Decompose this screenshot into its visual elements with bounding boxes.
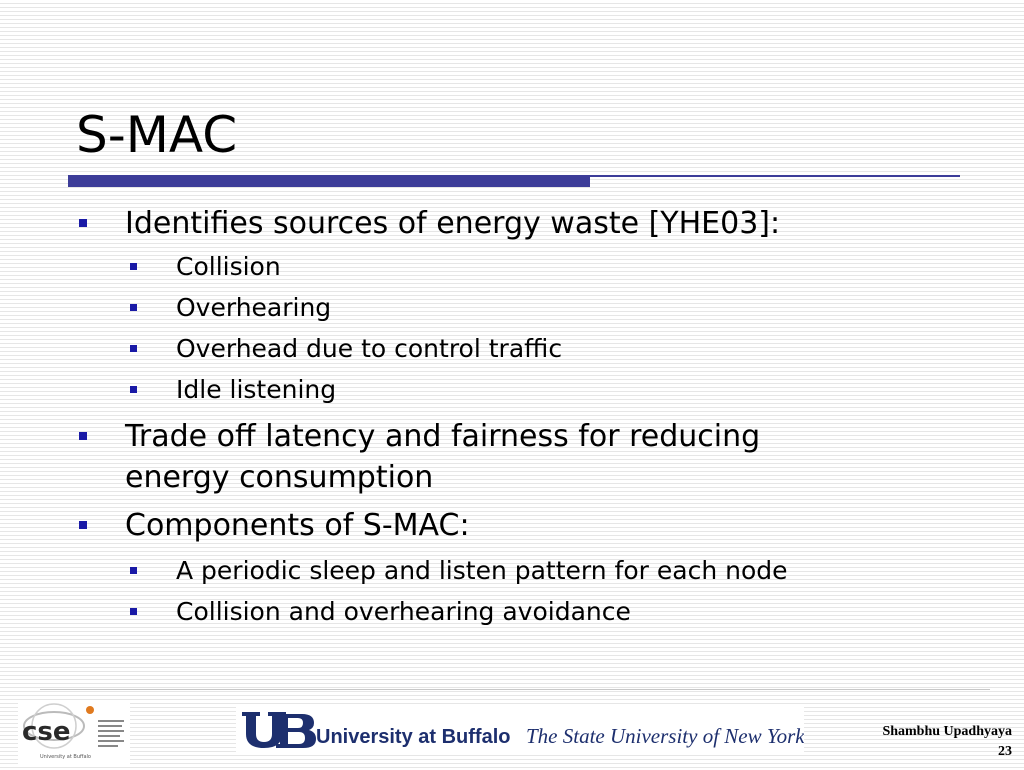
sub-bullet-item: Collision xyxy=(176,252,281,281)
slide-title: S-MAC xyxy=(76,106,238,164)
cse-logo-text: cse xyxy=(22,717,71,747)
sub-bullet-item: Overhearing xyxy=(176,293,332,322)
author-name: Shambhu Upadhyaya xyxy=(882,724,1012,739)
sub-bullet-marker xyxy=(130,304,137,311)
cse-logo-caption: University at Buffalo xyxy=(40,754,91,760)
sub-bullet-item: A periodic sleep and listen pattern for each node xyxy=(176,556,788,585)
sub-bullet-marker xyxy=(130,263,137,270)
sub-bullet-item: Overhead due to control traffic xyxy=(176,334,563,363)
ub-name: University at Buffalo xyxy=(316,726,511,748)
page-number: 23 xyxy=(998,744,1012,759)
bullet-item: Components of S-MAC: xyxy=(125,508,470,543)
cse-logo-graphic xyxy=(18,700,130,766)
ub-subtitle: The State University of New York xyxy=(526,724,804,748)
bullet-marker xyxy=(79,521,87,529)
bullet-marker xyxy=(79,432,87,440)
cse-logo xyxy=(18,700,130,766)
sub-bullet-item: Collision and overhearing avoidance xyxy=(176,597,631,626)
bullet-item-line: Trade off latency and fairness for reducing xyxy=(125,419,761,454)
sub-bullet-item: Idle listening xyxy=(176,375,337,404)
ub-logo xyxy=(236,706,804,752)
sub-bullet-marker xyxy=(130,567,137,574)
sub-bullet-marker xyxy=(130,345,137,352)
footer-divider xyxy=(40,689,990,690)
sub-bullet-marker xyxy=(130,608,137,615)
bullet-item: Identifies sources of energy waste [YHE03]: xyxy=(125,206,781,241)
bullet-marker xyxy=(79,219,87,227)
university-banner xyxy=(236,706,804,752)
sub-bullet-marker xyxy=(130,386,137,393)
bullet-item-line: energy consumption xyxy=(125,460,434,495)
title-underline-thin xyxy=(590,175,960,177)
title-underline-thick xyxy=(68,175,590,187)
